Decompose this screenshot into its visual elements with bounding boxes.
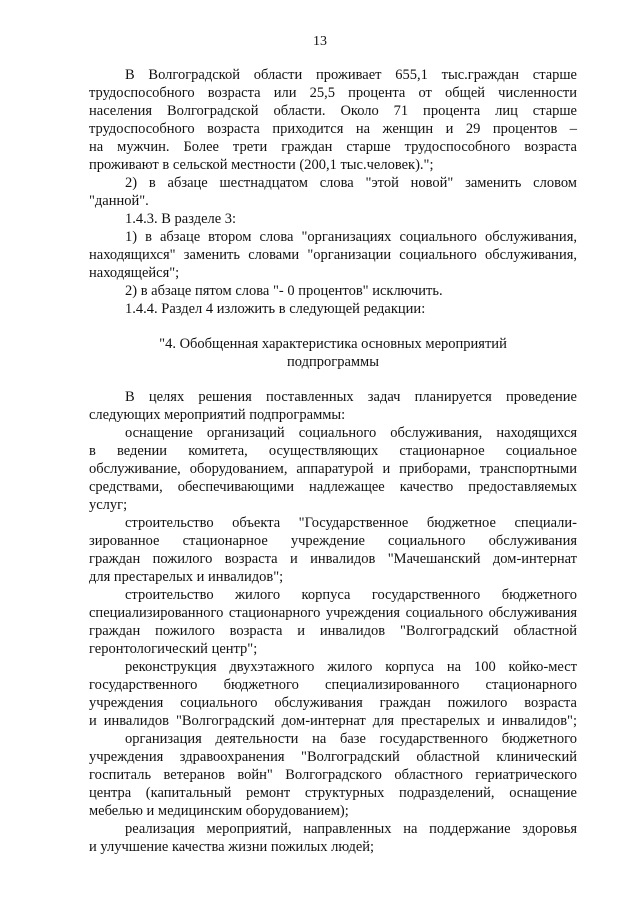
document-body — [89, 66, 577, 856]
text-line: мебелью и медицинским оборудованием); — [89, 803, 349, 819]
section-heading-line: "4. Обобщенная характеристика основных мероприятий — [159, 336, 507, 352]
text-line: для престарелых и инвалидов"; — [89, 569, 284, 585]
text-line: 2) в абзаце пятом слова "- 0 процентов" исключить. — [125, 283, 443, 299]
text-line: средствами, обеспечивающими надлежащее качество предоставляемых — [89, 479, 577, 495]
text-line: зированное стационарное учреждение социального обслуживания — [89, 533, 577, 549]
paragraph-gap — [89, 371, 577, 388]
text-line: проживают в сельской местности (200,1 тыс.человек)."; — [89, 157, 434, 173]
text-line: "данной". — [89, 193, 149, 209]
text-line: 2) в абзаце шестнадцатом слова "этой новой" заменить словом — [125, 175, 577, 191]
text-line: организация деятельности на базе государственного бюджетного — [125, 731, 577, 747]
text-line: граждан пожилого возраста и инвалидов "Мачешанский дом-интернат — [89, 551, 577, 567]
text-line: трудоспособного возраста приходится на женщин и 29 процентов – — [89, 121, 577, 137]
text-line: строительство объекта "Государственное бюджетное специали- — [125, 515, 577, 531]
text-line: реализация мероприятий, направленных на поддержание здоровья — [125, 821, 577, 837]
text-line: В Волгоградской области проживает 655,1 тыс.граждан старше — [125, 67, 577, 83]
text-line: находящихся" заменить словами "организации социального обслуживания, — [89, 247, 577, 263]
text-line: населения Волгоградской области. Около 71 процента лиц старше — [89, 103, 577, 119]
text-line: оснащение организаций социального обслуживания, находящихся — [125, 425, 577, 441]
text-line: следующих мероприятий подпрограммы: — [89, 407, 346, 423]
text-line: строительство жилого корпуса государственного бюджетного — [125, 587, 577, 603]
text-line: трудоспособного возраста или 25,5 процента от общей численности — [89, 85, 577, 101]
text-line: 1.4.4. Раздел 4 изложить в следующей редакции: — [125, 301, 426, 317]
text-line: и улучшение качества жизни пожилых людей; — [89, 839, 375, 855]
text-line: в ведении комитета, осуществляющих стационарное социальное — [89, 443, 577, 459]
text-line: 1.4.3. В разделе 3: — [125, 211, 237, 227]
text-line: услуг; — [89, 497, 128, 513]
text-line: геронтологический центр"; — [89, 641, 258, 657]
text-line: учреждения здравоохранения "Волгоградский областной клинический — [89, 749, 577, 765]
text-line: на мужчин. Более трети граждан старше трудоспособного возраста — [89, 139, 577, 155]
text-line: реконструкция двухэтажного жилого корпуса на 100 койко-мест — [125, 659, 577, 675]
text-line: специализированного стационарного учреждения социального обслуживания — [89, 605, 577, 621]
text-line: госпиталь ветеранов войн" Волгоградского областного гериатрического — [89, 767, 577, 783]
text-line: государственного бюджетного специализированного стационарного — [89, 677, 577, 693]
text-line: находящейся"; — [89, 265, 180, 281]
text-line: обслуживание, оборудованием, аппаратурой и приборами, транспортными — [89, 461, 577, 477]
page-number: 13 — [313, 34, 327, 49]
section-heading-line: подпрограммы — [287, 354, 379, 370]
text-line: центра (капитальный ремонт структурных подразделений, оснащение — [89, 785, 577, 801]
paragraph-gap — [89, 318, 577, 335]
text-line: граждан пожилого возраста и инвалидов "Волгоградский областной — [89, 623, 577, 639]
text-line: В целях решения поставленных задач планируется проведение — [125, 389, 577, 405]
text-line: и инвалидов "Волгоградский дом-интернат для престарелых и инвалидов"; — [89, 713, 577, 729]
text-line: 1) в абзаце втором слова "организациях социального обслуживания, — [125, 229, 577, 245]
text-line: учреждения социального обслуживания граждан пожилого возраста — [89, 695, 577, 711]
